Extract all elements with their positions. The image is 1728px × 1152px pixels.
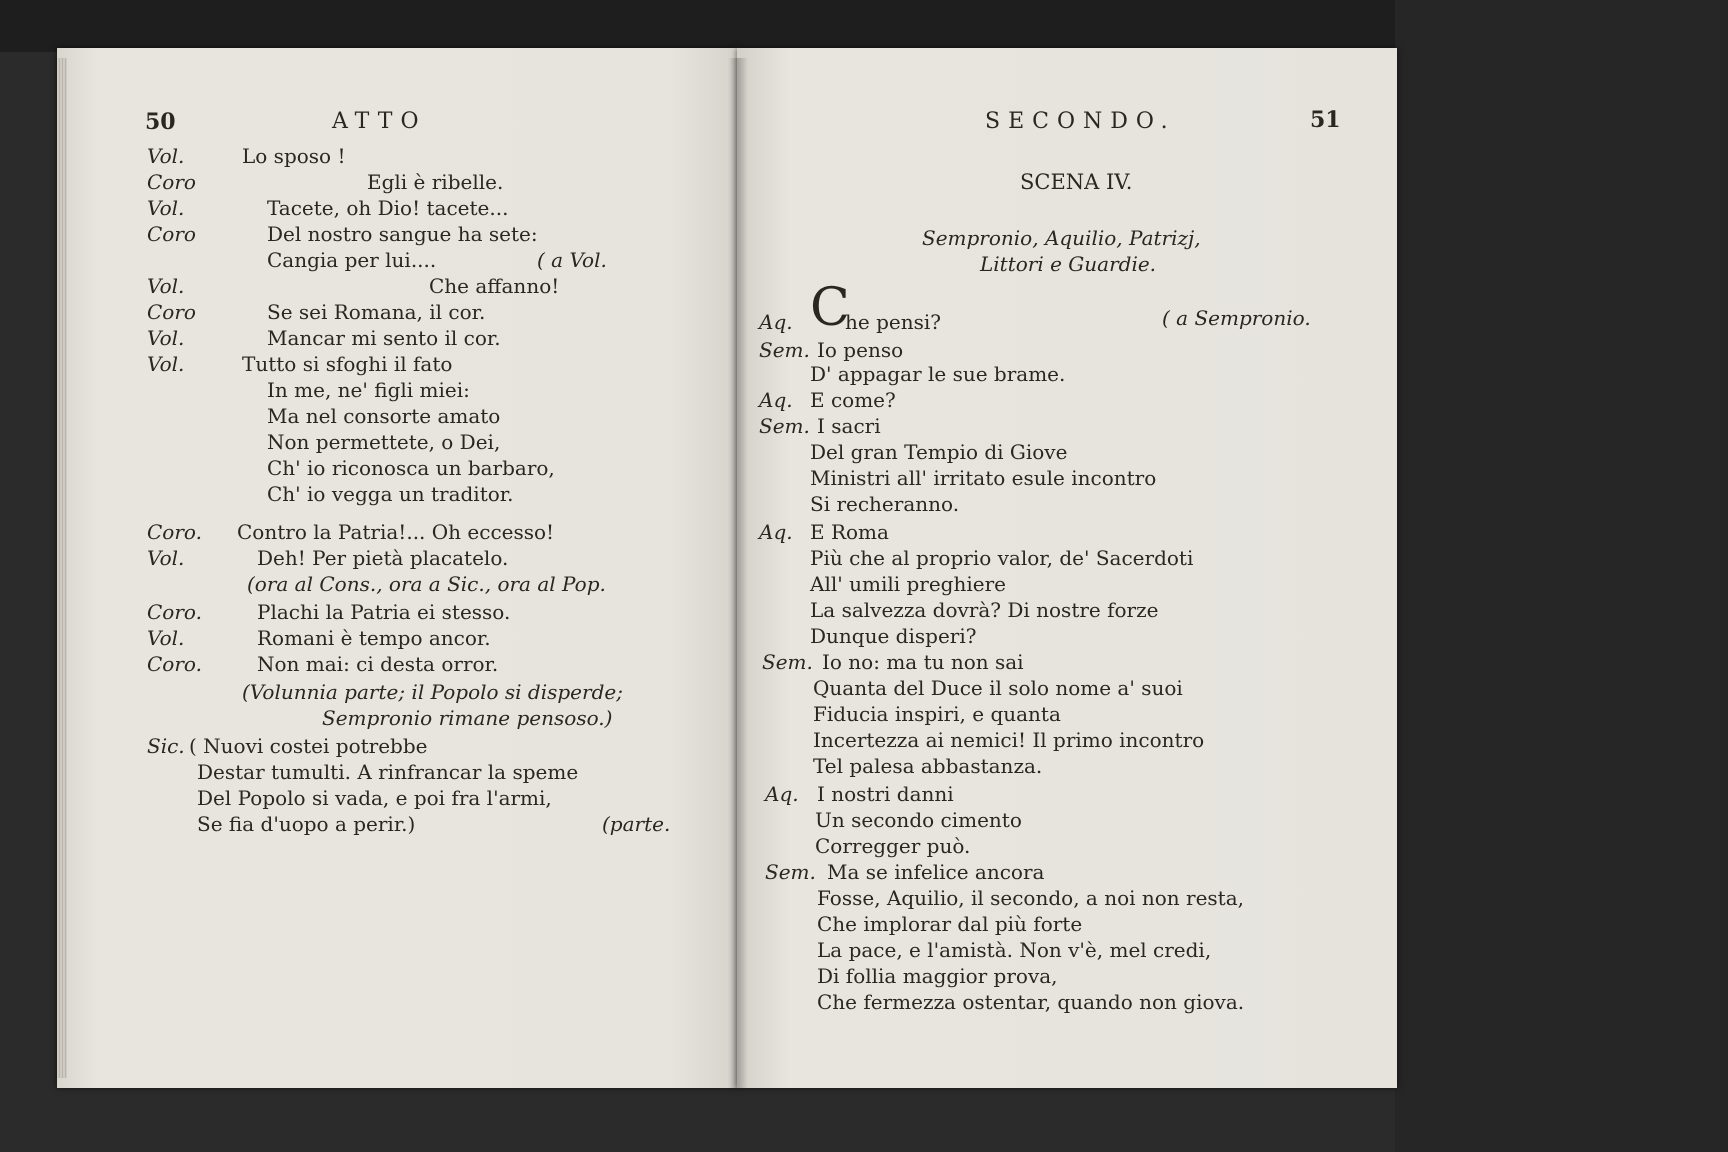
verse-line: Fiducia inspiri, e quanta <box>813 702 1061 726</box>
verse-line: Mancar mi sento il cor. <box>267 326 501 350</box>
verse-line: Di follia maggior prova, <box>817 964 1058 988</box>
speaker-label: Coro. <box>147 520 202 544</box>
speaker-label: Vol. <box>147 546 185 570</box>
verse-line: Tel palesa abbastanza. <box>813 754 1043 778</box>
verse-line: D' appagar le sue brame. <box>810 362 1066 386</box>
verse-line: Non mai: ci desta orror. <box>257 652 499 676</box>
verse-line: Ma nel consorte amato <box>267 404 501 428</box>
stage-direction: (ora al Cons., ora a Sic., ora al Pop. <box>247 572 606 596</box>
speaker-label: Vol. <box>147 352 185 376</box>
page-number: 51 <box>1310 107 1341 133</box>
character-list: Littori e Guardie. <box>980 252 1157 276</box>
verse-line: Se fia d'uopo a perir.) <box>197 812 416 836</box>
speaker-label: Sem. <box>765 860 816 884</box>
verse-line: E Roma <box>810 520 889 544</box>
verse-line: Destar tumulti. A rinfrancar la speme <box>197 760 579 784</box>
verse-line: Io no: ma tu non sai <box>822 650 1024 674</box>
verse-line: Del gran Tempio di Giove <box>810 440 1068 464</box>
speaker-label: Coro. <box>147 652 202 676</box>
verse-line: Egli è ribelle. <box>367 170 504 194</box>
speaker-label: Coro <box>147 300 196 324</box>
verse-line: Plachi la Patria ei stesso. <box>257 600 511 624</box>
speaker-label: Vol. <box>147 626 185 650</box>
verse-line: Quanta del Duce il solo nome a' suoi <box>813 676 1183 700</box>
verse-line: Si recheranno. <box>810 492 960 516</box>
verse-line: Che affanno! <box>429 274 560 298</box>
verse-line: Se sei Romana, il cor. <box>267 300 486 324</box>
verse-line: Corregger può. <box>815 834 971 858</box>
verse-line: Io penso <box>817 338 904 362</box>
speaker-label: Vol. <box>147 274 185 298</box>
verse-line: Incertezza ai nemici! Il primo incontro <box>813 728 1205 752</box>
verse-line: Fosse, Aquilio, il secondo, a noi non resta, <box>817 886 1245 910</box>
speaker-label: Vol. <box>147 326 185 350</box>
verse-line: I nostri danni <box>817 782 954 806</box>
speaker-label: Vol. <box>147 196 185 220</box>
speaker-label: Aq. <box>765 782 799 806</box>
verse-line: All' umili preghiere <box>810 572 1006 596</box>
speaker-label: Aq. <box>759 310 793 334</box>
verse-line: Che fermezza ostentar, quando non giova. <box>817 990 1245 1014</box>
verse-line: he pensi? <box>845 310 941 334</box>
running-head: SECONDO. <box>985 109 1176 134</box>
stage-direction: ( a Vol. <box>537 248 607 272</box>
verse-line: Non permettete, o Dei, <box>267 430 501 454</box>
drop-cap: C <box>810 278 850 338</box>
stage-direction: (parte. <box>602 812 671 836</box>
verse-line: Cangia per lui.... <box>267 248 437 272</box>
verse-line: La salvezza dovrà? Di nostre forze <box>810 598 1159 622</box>
verse-line: I sacri <box>817 414 881 438</box>
speaker-label: Aq. <box>759 520 793 544</box>
page-edges <box>57 58 67 1078</box>
verse-line: Dunque disperi? <box>810 624 977 648</box>
page-number: 50 <box>145 109 176 135</box>
speaker-label: Sem. <box>759 414 810 438</box>
speaker-label: Coro. <box>147 600 202 624</box>
verse-line: In me, ne' figli miei: <box>267 378 470 402</box>
scene-title: SCENA IV. <box>1020 170 1133 194</box>
verse-line: La pace, e l'amistà. Non v'è, mel credi, <box>817 938 1212 962</box>
speaker-label: Sem. <box>762 650 813 674</box>
verse-line: ( Nuovi costei potrebbe <box>189 734 428 758</box>
verse-line: Romani è tempo ancor. <box>257 626 491 650</box>
verse-line: Contro la Patria!... Oh eccesso! <box>237 520 555 544</box>
speaker-label: Sic. <box>147 734 185 758</box>
verse-line: Ma se infelice ancora <box>827 860 1045 884</box>
verse-line: Tacete, oh Dio! tacete... <box>267 196 509 220</box>
verse-line: Deh! Per pietà placatelo. <box>257 546 509 570</box>
verse-line: Tutto si sfoghi il fato <box>242 352 453 376</box>
character-list: Sempronio, Aquilio, Patrizj, <box>922 226 1201 250</box>
verse-line: Ch' io riconosca un barbaro, <box>267 456 555 480</box>
open-book <box>52 48 1402 1098</box>
verse-line: Lo sposo ! <box>242 144 346 168</box>
verse-line: Che implorar dal più forte <box>817 912 1083 936</box>
verse-line: Più che al proprio valor, de' Sacerdoti <box>810 546 1194 570</box>
running-head: ATTO <box>332 109 427 134</box>
verse-line: Ministri all' irritato esule incontro <box>810 466 1157 490</box>
speaker-label: Coro <box>147 170 196 194</box>
speaker-label: Sem. <box>759 338 810 362</box>
speaker-label: Vol. <box>147 144 185 168</box>
speaker-label: Coro <box>147 222 196 246</box>
verse-line: E come? <box>810 388 896 412</box>
stage-direction: ( a Sempronio. <box>1162 306 1311 330</box>
verse-line: Un secondo cimento <box>815 808 1022 832</box>
verse-line: Del nostro sangue ha sete: <box>267 222 538 246</box>
speaker-label: Aq. <box>759 388 793 412</box>
book-gutter <box>728 58 748 1088</box>
verse-line: Del Popolo si vada, e poi fra l'armi, <box>197 786 552 810</box>
verse-line: Ch' io vegga un traditor. <box>267 482 514 506</box>
stage-direction: Sempronio rimane pensoso.) <box>322 706 613 730</box>
stage-direction: (Volunnia parte; il Popolo si disperde; <box>242 680 623 704</box>
backdrop-right <box>1395 0 1728 1152</box>
left-page <box>57 48 737 1088</box>
right-page <box>737 48 1397 1088</box>
